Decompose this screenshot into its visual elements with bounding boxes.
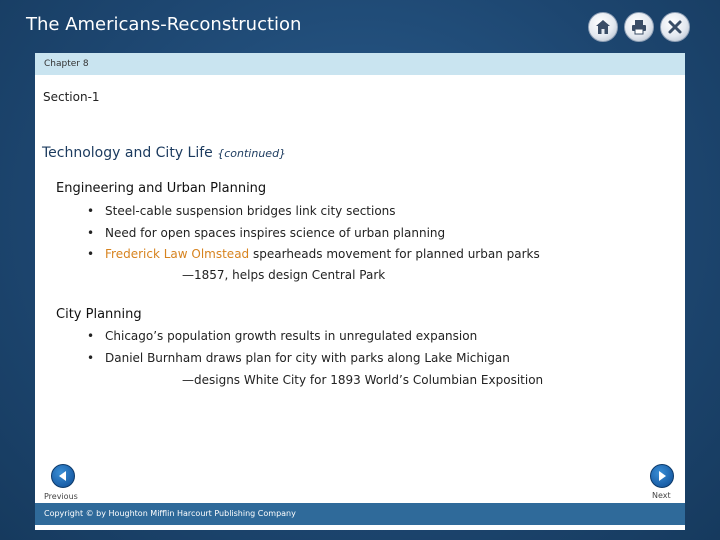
printer-icon [631,19,647,35]
footer-bar [35,503,685,525]
bullet-item: • Chicago’s population growth results in unregulated expansion [87,329,478,343]
bullet-text: Daniel Burnham draws plan for city with parks along Lake Michigan [105,351,510,365]
continuation-line: —designs White City for 1893 World’s Columbian Exposition [182,373,544,387]
chapter-bar [35,53,685,75]
previous-button[interactable] [51,464,75,488]
next-button[interactable] [650,464,674,488]
home-icon [595,19,611,35]
copyright-text: Copyright © by Houghton Mifflin Harcourt Publishing Company [44,509,296,518]
highlight-name: Frederick Law Olmstead [105,247,250,261]
window-title: The Americans-Reconstruction [26,14,302,35]
next-label[interactable]: Next [652,491,671,500]
previous-label[interactable]: Previous [44,492,78,501]
slide-heading [42,145,286,161]
close-button[interactable] [660,12,690,42]
close-icon [667,19,683,35]
heading-suffix: {continued} [217,147,287,160]
arrow-left-icon [57,470,69,482]
block-title-engineering: Engineering and Urban Planning [56,181,267,196]
arrow-right-icon [656,470,668,482]
home-button[interactable] [588,12,618,42]
bullet-item: • Steel-cable suspension bridges link city sections [87,204,396,218]
section-label: Section-1 [43,90,100,104]
print-button[interactable] [624,12,654,42]
bullet-item: • Frederick Law Olmstead spearheads movement for planned urban parks [87,247,540,261]
nav-icons [588,12,690,42]
block-title-city-planning: City Planning [56,307,142,322]
heading-text: Technology and City Life [42,145,213,161]
bullet-text: spearheads movement for planned urban parks [249,247,540,261]
bullet-text: Need for open spaces inspires science of urban planning [105,226,446,240]
bullet-item: • Daniel Burnham draws plan for city with parks along Lake Michigan [87,351,510,365]
continuation-line: —1857, helps design Central Park [182,268,386,282]
bullet-text: Steel-cable suspension bridges link city sections [105,204,396,218]
chapter-label: Chapter 8 [44,59,89,69]
bullet-item: • Need for open spaces inspires science of urban planning [87,226,446,240]
slide-panel [35,53,685,530]
bullet-text: Chicago’s population growth results in unregulated expansion [105,329,478,343]
